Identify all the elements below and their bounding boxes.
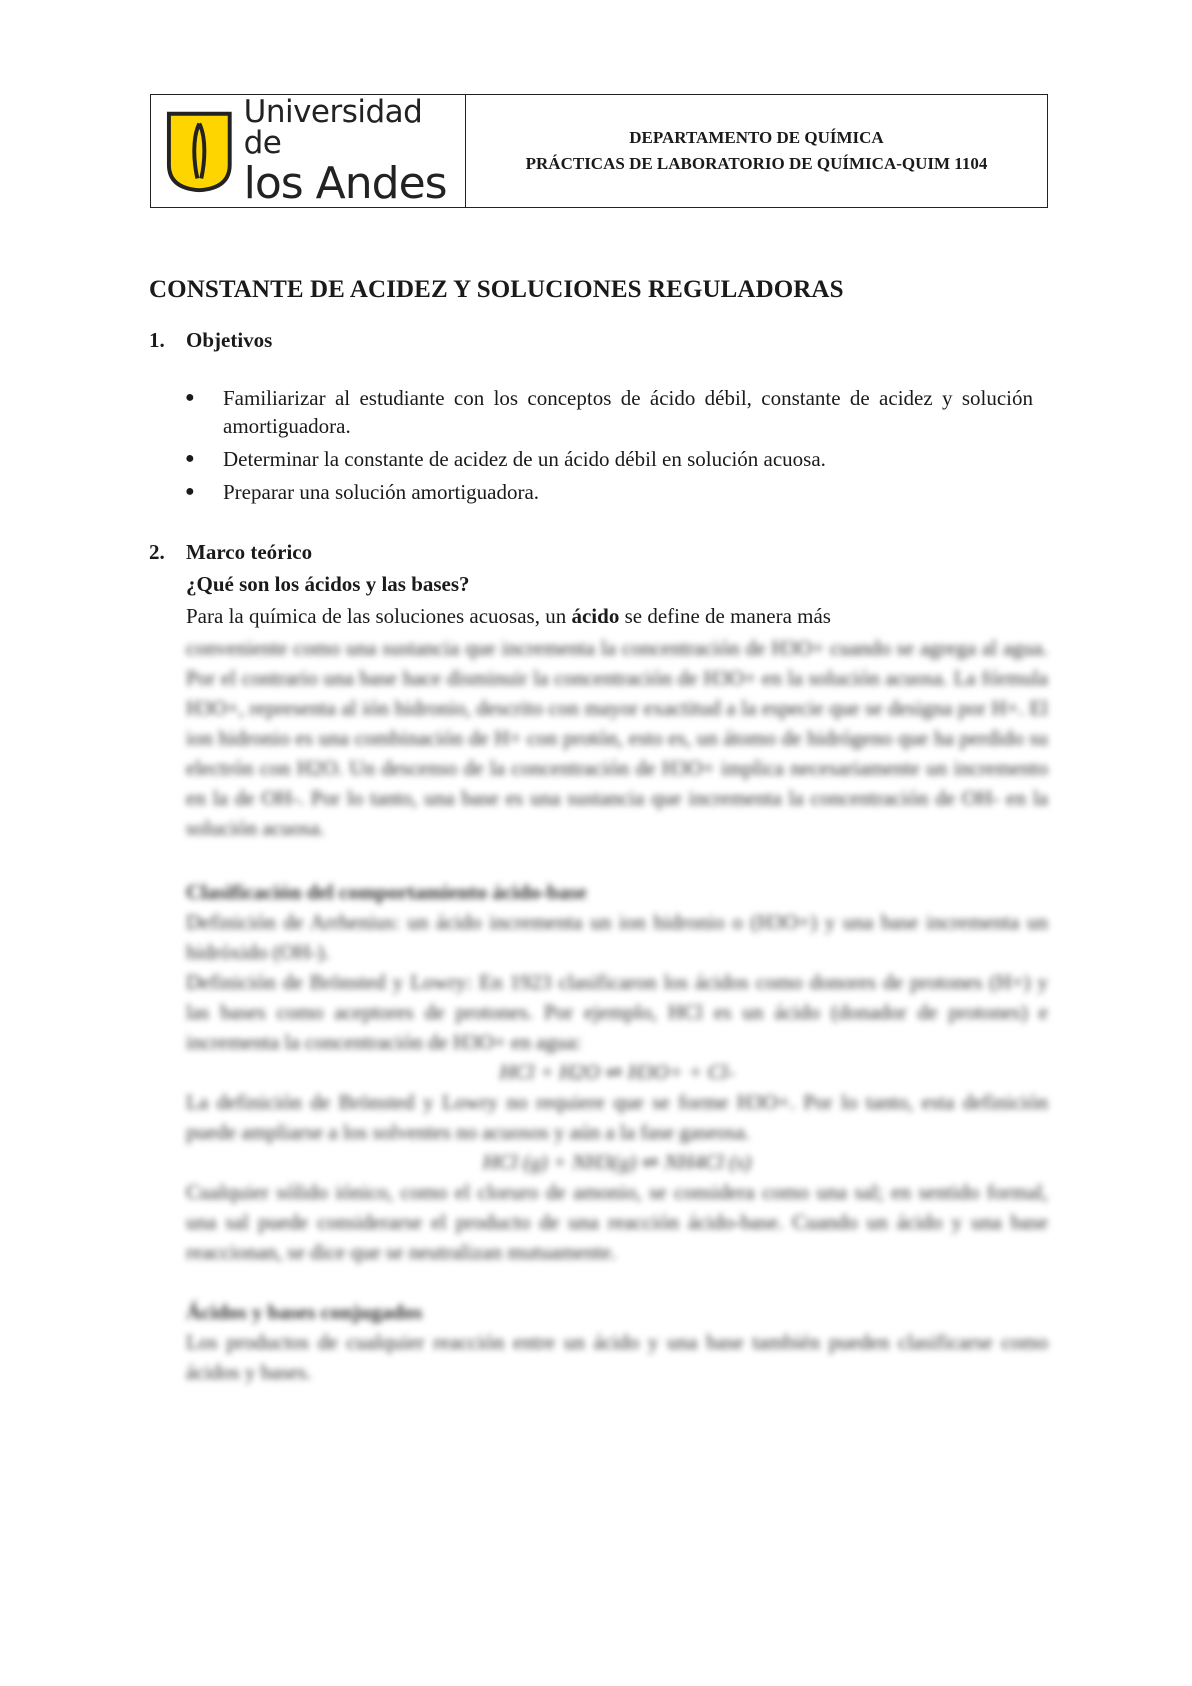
section-number: 1. xyxy=(149,328,165,352)
blurred-paragraph: Los productos de cualquier reacción entre un ácido y una base también pueden clasificarse como ácidos y bases. xyxy=(186,1330,1048,1384)
blurred-paragraph: conveniente como una sustancia que incrementa la concentración de H3O+ cuando se agrega al agua. Por el contrario una base hace disminuir la concentración de H3O+ en la solución acuosa. La fórmula H3O+, representa al ión hidronio, descrito con mayor exactitud a la especie que se designa por H+. El ion hidronio es una combinación de H+ con protón, esto es, un átomo de hidrógeno que ha perdido su electrón con H2O. Un descenso de la concentración de H3O+ implica necesariamente un incremento en la de OH-. Por lo tanto, una base es una sustancia que incrementa la concentración de OH- en la solución acuosa. xyxy=(186,636,1048,840)
list-item: ● Preparar una solución amortiguadora. xyxy=(185,478,1033,506)
blurred-paragraph: Cualquier sólido iónico, como el cloruro de amonio, se considera como una sal; en sentido formal, una sal puede considerarse el producto de una reacción ácido-base. Cuando un ácido y una base reaccionan, se dice que se neutralizan mutuamente. xyxy=(186,1180,1048,1264)
blurred-heading: Clasificación del comportamiento ácido-base xyxy=(186,880,587,904)
logo-text-line1: Universidad de xyxy=(243,93,423,161)
section-title: Marco teórico xyxy=(186,540,313,564)
university-crest-icon xyxy=(165,109,234,193)
document-header xyxy=(150,94,1048,208)
theory-intro xyxy=(186,601,1048,631)
document-title: CONSTANTE DE ACIDEZ Y SOLUCIONES REGULADORAS xyxy=(149,276,844,303)
department-name: DEPARTAMENTO DE QUÍMICA xyxy=(629,128,884,147)
objectives-list xyxy=(185,384,1033,511)
blurred-paragraph: Definición de Brönsted y Lowry: En 1923 clasificaron los ácidos como donores de protones (H+) y las bases como aceptores de protones. Por ejemplo, HCl es un ácido (donador de protones) e incrementa la concentración de H3O+ en agua: xyxy=(186,970,1048,1054)
equation: HCl (g) + NH3(g) ⇌ NH4Cl (s) xyxy=(482,1150,752,1174)
blurred-heading: Ácidos y bases conjugados xyxy=(186,1300,423,1324)
course-name: PRÁCTICAS DE LABORATORIO DE QUÍMICA-QUIM 1104 xyxy=(525,154,988,173)
blurred-paragraph: Definición de Arrhenius: un ácido incrementa un ion hidronio o (H3O+) y una base incrementa un hidróxido (OH-). xyxy=(186,910,1048,964)
university-logo xyxy=(151,95,466,207)
section-number: 2. xyxy=(149,540,165,564)
blurred-paragraph: La definición de Brönsted y Lowry no requiere que se forme H3O+. Por lo tanto, esta definición puede ampliarse a los solventes no acuosos y aún a la fase gaseosa. xyxy=(186,1090,1048,1144)
blurred-content xyxy=(186,633,1048,1387)
theory-subheading: ¿Qué son los ácidos y las bases? xyxy=(186,572,470,596)
intro-bold-term: ácido xyxy=(571,604,620,628)
list-item: ● Determinar la constante de acidez de un ácido débil en solución acuosa. xyxy=(185,445,1033,473)
section-theory-heading xyxy=(149,540,312,565)
section-objectives-heading xyxy=(149,328,272,353)
logo-text-line2: los Andes xyxy=(243,157,447,209)
list-item: ● Familiarizar al estudiante con los conceptos de ácido débil, constante de acidez y solución amortiguadora. xyxy=(185,384,1033,440)
intro-text: Para la química de las soluciones acuosas, un xyxy=(186,604,572,628)
intro-text-end: se define de manera más xyxy=(619,604,831,628)
equation: HCl + H2O ⇌ H3O+ + Cl- xyxy=(499,1060,735,1084)
section-title: Objetivos xyxy=(186,328,273,352)
department-info xyxy=(466,95,1047,207)
